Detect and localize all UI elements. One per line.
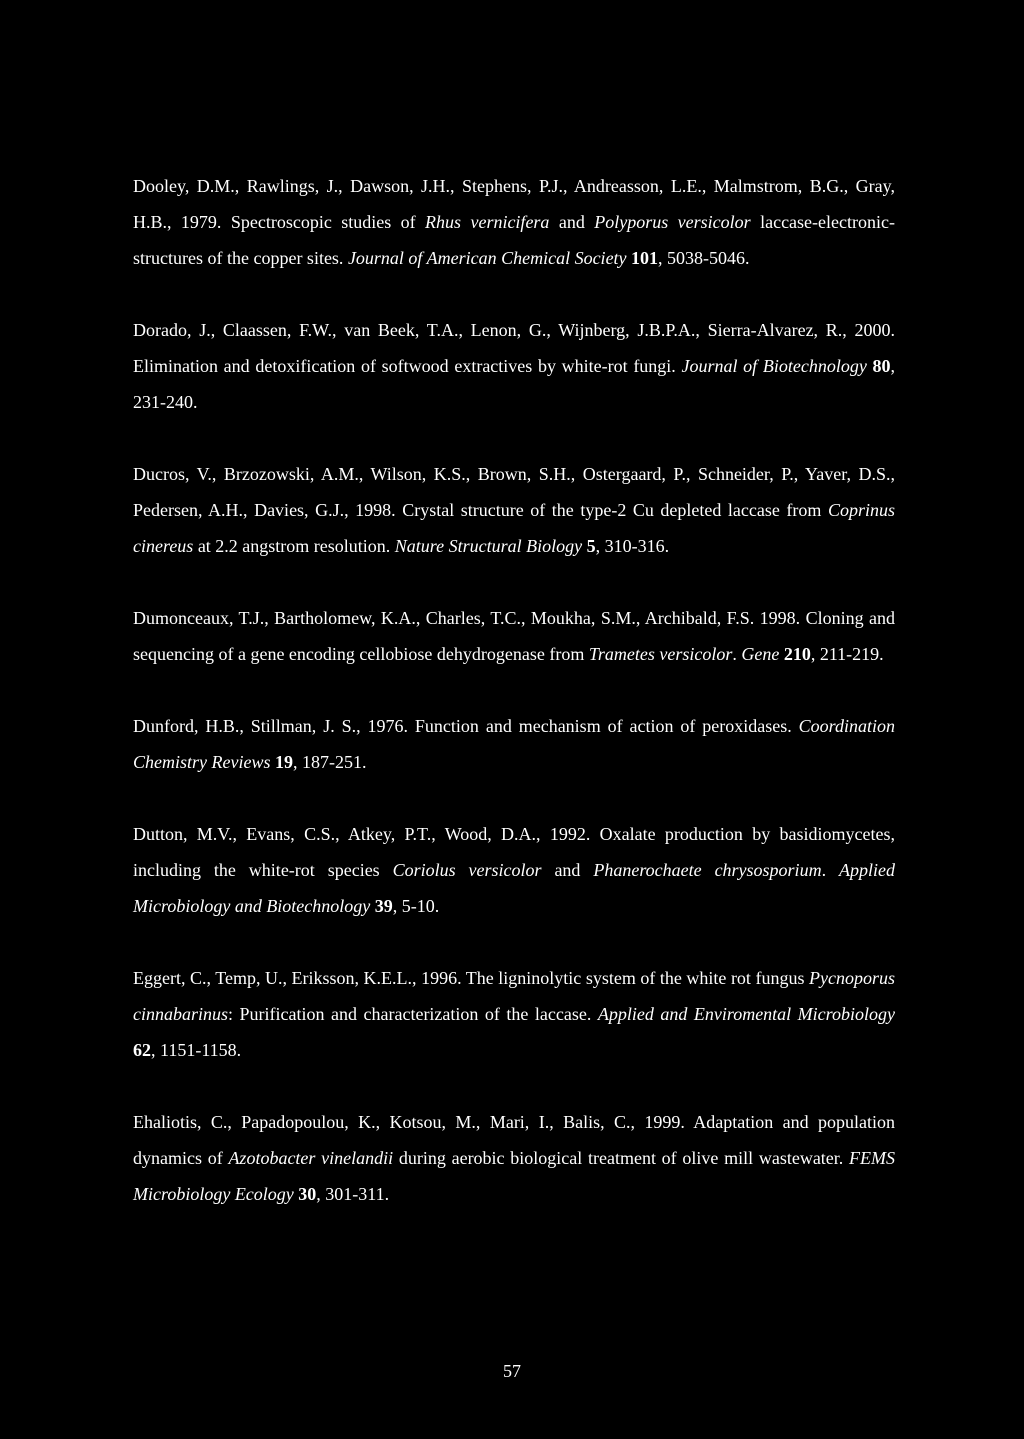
reference-text-normal: Dunford, H.B., Stillman, J. S., 1976. Function and mechanism of action of peroxidases. (133, 716, 799, 736)
reference-text-species: Polyporus versicolor (594, 212, 751, 232)
reference-text-species: Rhus vernicifera (425, 212, 550, 232)
reference-text-journal: Applied Microbiology and Biotechnology (133, 860, 895, 916)
reference-text-normal: at 2.2 angstrom resolution. (193, 536, 395, 556)
reference-entry (133, 312, 895, 420)
reference-text-species: Phanerochaete chrysosporium (593, 860, 822, 880)
reference-entry (133, 1104, 895, 1212)
reference-text-normal: . (821, 860, 839, 880)
reference-text-normal: during aerobic biological treatment of olive mill wastewater. (393, 1148, 850, 1168)
page-number: 57 (503, 1361, 521, 1381)
reference-text-normal: Ehaliotis, C., Papadopoulou, K., Kotsou, M., Mari, I., Balis, C., 1999. Adaptation and population dynamics of (133, 1112, 895, 1168)
reference-text-normal: and (549, 212, 595, 232)
reference-text-vol: 5 (582, 536, 596, 556)
reference-text-species: Pycnoporus cinnabarinus (133, 968, 895, 1024)
reference-text-vol: 19 (270, 752, 293, 772)
reference-text-normal: . (732, 644, 742, 664)
reference-entry (133, 960, 895, 1068)
reference-text-normal: Dooley, D.M., Rawlings, J., Dawson, J.H., Stephens, P.J., Andreasson, L.E., Malmstrom, B.G., Gray, H.B., 1979. Spectroscopic studies of (133, 176, 895, 232)
reference-text-normal: , 5-10. (392, 896, 440, 916)
reference-text-vol: 210 (779, 644, 811, 664)
reference-text-journal: Coordination Chemistry Reviews (133, 716, 895, 772)
reference-text-vol: 30 (293, 1184, 317, 1204)
reference-text-normal: Dutton, M.V., Evans, C.S., Atkey, P.T., Wood, D.A., 1992. Oxalate production by basidiomycetes, including the white-rot species (133, 824, 895, 880)
reference-text-species: Trametes versicolor (588, 644, 733, 664)
reference-text-normal: laccase-electronic-structures of the copper sites. (133, 212, 895, 268)
reference-text-species: Azotobacter vinelandii (228, 1148, 394, 1168)
reference-list (133, 168, 895, 1248)
reference-text-normal: Dumonceaux, T.J., Bartholomew, K.A., Charles, T.C., Moukha, S.M., Archibald, F.S. 1998. Cloning and sequencing of a gene encoding cellobiose dehydrogenase from (133, 608, 895, 664)
reference-text-journal: FEMS Microbiology Ecology (133, 1148, 896, 1204)
reference-text-vol: 39 (370, 896, 393, 916)
reference-text-species: Coprinus cinereus (133, 500, 895, 556)
reference-text-journal: Applied and Enviromental Microbiology (597, 1004, 895, 1024)
reference-text-normal: , 5038-5046. (658, 248, 750, 268)
reference-text-vol: 101 (626, 248, 659, 268)
reference-text-normal: , 301-311. (316, 1184, 390, 1204)
reference-entry (133, 456, 895, 564)
reference-text-vol: 80 (866, 356, 891, 376)
reference-entry (133, 600, 895, 672)
reference-text-vol: 62 (133, 1040, 151, 1060)
reference-text-normal: , 310-316. (595, 536, 670, 556)
reference-text-normal: , 187-251. (292, 752, 367, 772)
reference-text-normal: : Purification and characterization of the laccase. (228, 1004, 598, 1024)
reference-text-normal: and (541, 860, 594, 880)
reference-text-normal: Eggert, C., Temp, U., Eriksson, K.E.L., 1996. The ligninolytic system of the white rot fungus (133, 968, 810, 988)
reference-text-normal: Dorado, J., Claassen, F.W., van Beek, T.A., Lenon, G., Wijnberg, J.B.P.A., Sierra-Alvarez, R., 2000. Elimination and detoxification of softwood extractives by white-rot fungi. (133, 320, 895, 376)
reference-entry (133, 708, 895, 780)
reference-entry (133, 168, 895, 276)
reference-text-journal: Journal of American Chemical Society (347, 248, 627, 268)
reference-text-normal: Ducros, V., Brzozowski, A.M., Wilson, K.S., Brown, S.H., Ostergaard, P., Schneider, P., Yaver, D.S., Pedersen, A.H., Davies, G.J., 1998. Crystal structure of the type-2 Cu depleted laccase from (133, 464, 895, 520)
reference-entry (133, 816, 895, 924)
reference-text-species: Coriolus versicolor (392, 860, 542, 880)
reference-text-normal: , 1151-1158. (151, 1040, 242, 1060)
reference-text-journal: Nature Structural Biology (394, 536, 583, 556)
reference-text-normal: , 211-219. (810, 644, 884, 664)
reference-text-normal: , 231-240. (133, 356, 896, 412)
reference-text-journal: Journal of Biotechnology (681, 356, 867, 376)
reference-text-journal: Gene (741, 644, 780, 664)
